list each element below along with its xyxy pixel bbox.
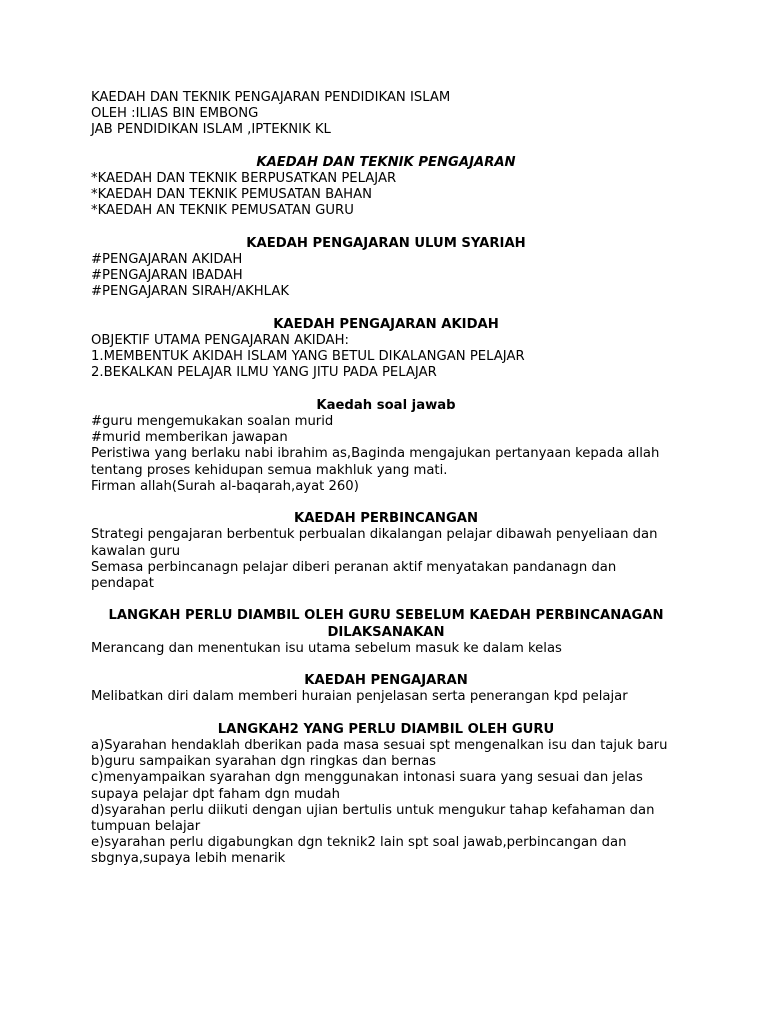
paragraph: d)syarahan perlu diikuti dengan ujian bertulis untuk mengukur tahap kefahaman dan tumpuan belajar bbox=[91, 802, 655, 835]
section-heading-ulum-syariah: KAEDAH PENGAJARAN ULUM SYARIAH bbox=[246, 235, 526, 251]
spacer bbox=[91, 706, 681, 722]
spacer bbox=[91, 301, 681, 317]
spacer bbox=[91, 139, 681, 155]
document-body bbox=[91, 90, 681, 868]
spacer bbox=[91, 382, 681, 398]
section-heading-langkah-guru: LANGKAH2 YANG PERLU DIAMBIL OLEH GURU bbox=[217, 721, 555, 737]
list-item: 1.MEMBENTUK AKIDAH ISLAM YANG BETUL DIKALANGAN PELAJAR bbox=[91, 349, 525, 365]
spacer bbox=[91, 657, 681, 673]
list-item: 2.BEKALKAN PELAJAR ILMU YANG JITU PADA PELAJAR bbox=[91, 365, 437, 381]
paragraph: b)guru sampaikan syarahan dgn ringkas dan bernas bbox=[91, 754, 437, 770]
document-title: KAEDAH DAN TEKNIK PENGAJARAN PENDIDIKAN ISLAM bbox=[91, 90, 451, 105]
section-heading-kaedah-teknik: KAEDAH DAN TEKNIK PENGAJARAN bbox=[256, 154, 516, 170]
author-line: OLEH :ILIAS BIN EMBONG bbox=[91, 106, 259, 122]
list-item: #PENGAJARAN IBADAH bbox=[91, 268, 243, 284]
list-item: #PENGAJARAN SIRAH/AKHLAK bbox=[91, 284, 289, 300]
spacer bbox=[91, 592, 681, 608]
paragraph: Melibatkan diri dalam memberi huraian penjelasan serta penerangan kpd pelajar bbox=[91, 689, 628, 705]
paragraph: Strategi pengajaran berbentuk perbualan dikalangan pelajar dibawah penyeliaan dan kawalan guru bbox=[91, 527, 658, 559]
section-heading-soal-jawab: Kaedah soal jawab bbox=[316, 397, 456, 413]
paragraph: c)menyampaikan syarahan dgn menggunakan intonasi suara yang sesuai dan jelas supaya pelajar dpt faham dgn mudah bbox=[91, 770, 643, 802]
paragraph: Firman allah(Surah al-baqarah,ayat 260) bbox=[91, 478, 359, 494]
list-item: #guru mengemukakan soalan murid bbox=[91, 414, 334, 429]
paragraph: Peristiwa yang berlaku nabi ibrahim as,Baginda mengajukan pertanyaan kepada allah tentang proses kehidupan semua makhluk yang mati. bbox=[91, 446, 660, 478]
list-item: #PENGAJARAN AKIDAH bbox=[91, 252, 243, 267]
department-line: JAB PENDIDIKAN ISLAM ,IPTEKNIK KL bbox=[91, 122, 331, 138]
list-item: *KAEDAH DAN TEKNIK BERPUSATKAN PELAJAR bbox=[91, 171, 397, 186]
section-heading-akidah: KAEDAH PENGAJARAN AKIDAH bbox=[273, 316, 499, 332]
section-heading-kaedah-pengajaran: KAEDAH PENGAJARAN bbox=[304, 673, 468, 689]
list-item: *KAEDAH AN TEKNIK PEMUSATAN GURU bbox=[91, 203, 354, 219]
list-item: #murid memberikan jawapan bbox=[91, 430, 288, 446]
spacer bbox=[91, 220, 681, 236]
paragraph: a)Syarahan hendaklah dberikan pada masa sesuai spt mengenalkan isu dan tajuk baru bbox=[91, 738, 668, 753]
paragraph: Merancang dan menentukan isu utama sebelum masuk ke dalam kelas bbox=[91, 640, 562, 656]
paragraph: e)syarahan perlu digabungkan dgn teknik2 lain spt soal jawab,perbincangan dan sbgnya,supaya lebih menarik bbox=[91, 835, 627, 867]
list-item: *KAEDAH DAN TEKNIK PEMUSATAN BAHAN bbox=[91, 187, 372, 203]
list-item: OBJEKTIF UTAMA PENGAJARAN AKIDAH: bbox=[91, 333, 349, 348]
spacer bbox=[91, 495, 681, 511]
section-heading-perbincangan: KAEDAH PERBINCANGAN bbox=[293, 511, 479, 527]
paragraph: Semasa perbincanagn pelajar diberi peranan aktif menyatakan pandanagn dan pendapat bbox=[91, 559, 617, 592]
section-heading-langkah-perbincangan: LANGKAH PERLU DIAMBIL OLEH GURU SEBELUM KAEDAH PERBINCANAGAN DILAKSANAKAN bbox=[108, 608, 664, 640]
